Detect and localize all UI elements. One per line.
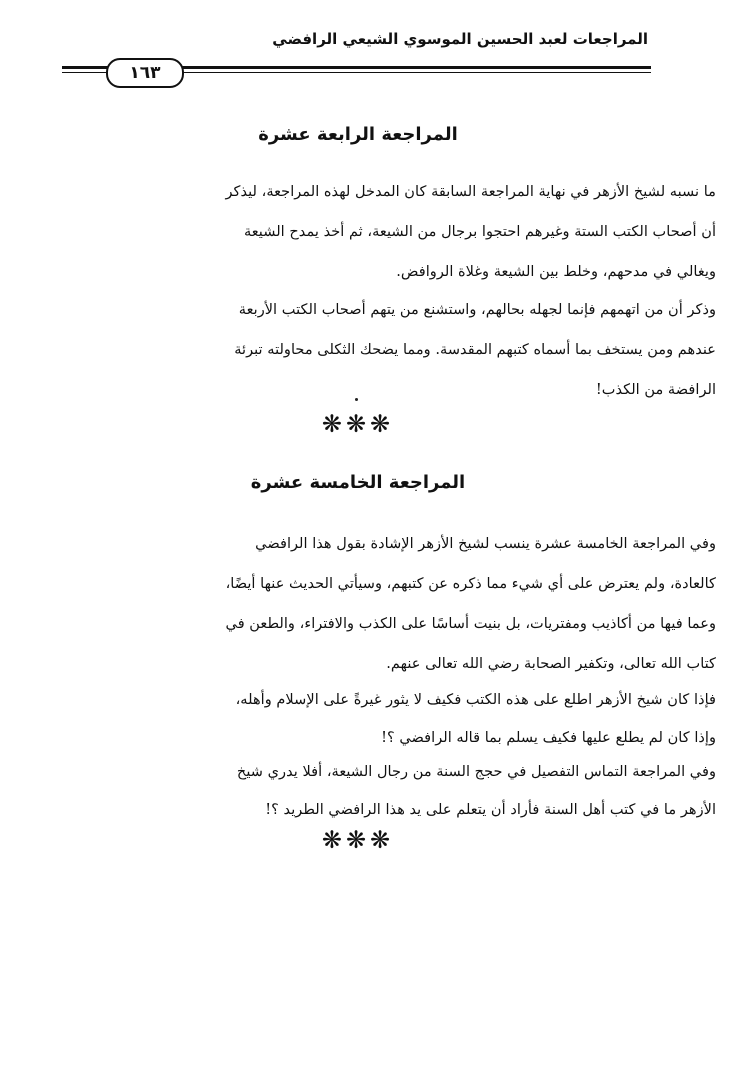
text-line: وإذا كان لم يطلع عليها فكيف يسلم بما قاله الرافضي ؟!	[381, 729, 716, 746]
text-line: فإذا كان شيخ الأزهر اطلع على هذه الكتب فكيف لا يثور غيرةً على الإسلام وأهله،	[235, 691, 716, 708]
text-line: وعما فيها من أكاذيب ومفتريات، بل بنيت أساسًا على الكذب والافتراء، والطعن في	[225, 615, 716, 632]
stray-dot	[355, 398, 358, 401]
text-line: وفي المراجعة التماس التفصيل في حجج السنة من رجال الشيعة، أفلا يدري شيخ	[236, 763, 716, 780]
text-line: ما نسبه لشيخ الأزهر في نهاية المراجعة السابقة كان المدخل لهذه المراجعة، ليذكر	[225, 183, 716, 200]
text-line: الرافضة من الكذب!	[595, 381, 716, 398]
page-number-badge: ١٦٣	[106, 58, 184, 88]
section-title: المراجعة الخامسة عشرة	[250, 472, 466, 493]
running-header-title: المراجعات لعبد الحسين الموسوي الشيعي الرافضي	[272, 30, 648, 48]
text-line: كالعادة، ولم يعترض على أي شيء مما ذكره عن كتبهم، وسيأتي الحديث عنها أيضًا،	[225, 575, 716, 592]
text-line: وفي المراجعة الخامسة عشرة ينسب لشيخ الأزهر الإشادة بقول هذا الرافضي	[255, 535, 716, 552]
section-divider-ornament: ❋❋❋	[321, 410, 395, 438]
text-line: أن أصحاب الكتب الستة وغيرهم احتجوا برجال من الشيعة، ثم أخذ يمدح الشيعة	[243, 223, 716, 240]
text-line: عندهم ومن يستخف بما أسماه كتبهم المقدسة. ومما يضحك الثكلى محاولته تبرئة	[234, 341, 716, 358]
text-line: الأزهر ما في كتب أهل السنة فأراد أن يتعلم على يد هذا الرافضي الطريد ؟!	[265, 801, 716, 818]
text-line: ويغالي في مدحهم، وخلط بين الشيعة وغلاة الروافض.	[396, 263, 716, 280]
text-line: كتاب الله تعالى، وتكفير الصحابة رضي الله تعالى عنهم.	[386, 655, 716, 672]
section-divider-ornament: ❋❋❋	[321, 826, 395, 854]
text-line: وذكر أن من اتهمهم فإنما لجهله بحالهم، واستشنع من يتهم أصحاب الكتب الأربعة	[238, 301, 716, 318]
section-title: المراجعة الرابعة عشرة	[258, 124, 458, 145]
